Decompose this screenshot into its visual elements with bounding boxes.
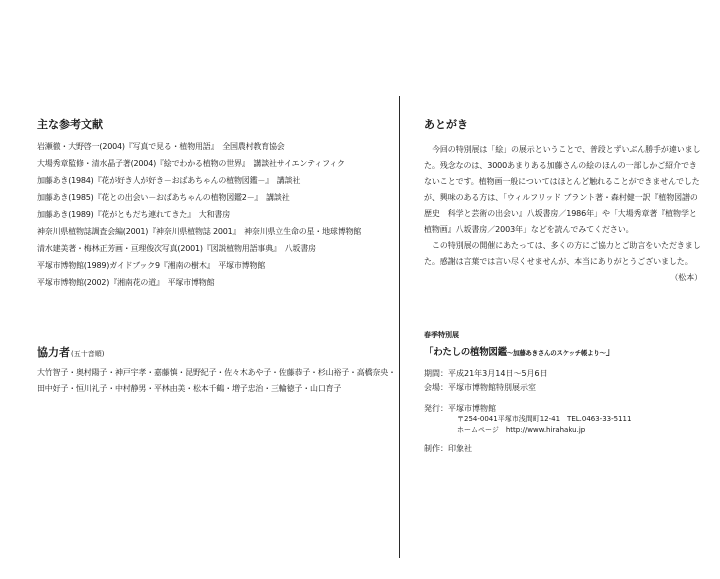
afterword-paragraph bbox=[424, 238, 702, 282]
references-list bbox=[37, 138, 392, 291]
collaborators-names bbox=[37, 365, 397, 397]
afterword-paragraph-text: この特別展の開催にあたっては、多くの方にご協力とご助言をいただきました。感謝は言葉では言い尽くせませんが、本当にありがとうございました。 bbox=[424, 241, 701, 266]
exhibition-title-close: 」 bbox=[605, 347, 615, 358]
exhibition-subtitle: ～加藤あきさんのスケッチ帳より～ bbox=[506, 349, 606, 357]
exhibition-info bbox=[424, 330, 704, 454]
reference-item: 大場秀章監修・清水晶子著(2004)『絵でわかる植物の世界』 講談社サイエンティフィク bbox=[37, 159, 345, 168]
exhibition-title bbox=[424, 344, 704, 358]
reference-item: 平塚市博物館(2002)『湘南花の道』 平塚市博物館 bbox=[37, 278, 215, 287]
references-section bbox=[37, 116, 392, 291]
afterword-title: あとがき bbox=[424, 118, 468, 131]
exhibition-label: 春季特別展 bbox=[424, 331, 459, 339]
reference-item: 平塚市博物館(1989)ガイドブック9『湘南の樹木』 平塚市博物館 bbox=[37, 261, 266, 270]
printer: 制作：印象社 bbox=[424, 444, 472, 453]
reference-item: 加藤あき(1985)『花との出会い－おばあちゃんの植物図鑑2－』 講談社 bbox=[37, 193, 290, 202]
reference-item: 神奈川県植物誌調査会編(2001)『神奈川県植物誌 2001』 神奈川県立生命の星・地球博物館 bbox=[37, 227, 362, 236]
reference-item: 加藤あき(1989)『花がともだち連れてきた』 大和書房 bbox=[37, 210, 230, 219]
collaborators-line: 田中好子・恒川礼子・中村静男・平林由美・松本千鶴・増子忠治・三輪徳子・山口育子 bbox=[37, 384, 342, 393]
publisher-block bbox=[424, 403, 704, 436]
collaborators-line: 大竹智子・奥村陽子・神戸宇孝・嘉藤慎・昆野紀子・佐々木あや子・佐藤恭子・杉山裕子・高橋奈央・ bbox=[37, 368, 396, 377]
reference-item: 清水建美著・梅林正芳画・亘理俊次写真(2001)『図説植物用語事典』 八坂書房 bbox=[37, 244, 316, 253]
collaborators-section bbox=[37, 344, 397, 397]
exhibition-venue: 会場：平塚市博物館特別展示室 bbox=[424, 383, 536, 392]
collaborators-title-text: 協力者 bbox=[37, 346, 70, 359]
afterword-signature: （松本） bbox=[670, 273, 702, 282]
afterword-section bbox=[424, 116, 702, 286]
reference-item: 岩瀬徹・大野啓一(2004)『写真で見る・植物用語』 全国農村教育協会 bbox=[37, 142, 285, 151]
exhibition-title-text: 「わたしの植物図鑑 bbox=[424, 347, 507, 358]
publisher-address: 〒254-0041平塚市浅間町12-41 TEL.0463-33-5111 bbox=[457, 415, 632, 423]
afterword-body bbox=[424, 142, 702, 282]
reference-item: 加藤あき(1984)『花が好き人が好き－おばあちゃんの植物図鑑－』 講談社 bbox=[37, 176, 301, 185]
exhibition-period: 期間：平成21年3月14日～5月6日 bbox=[424, 369, 548, 378]
publisher-homepage: ホームページ http://www.hirahaku.jp bbox=[457, 426, 586, 434]
exhibition-details bbox=[424, 367, 704, 395]
center-divider bbox=[399, 96, 400, 558]
references-title: 主な参考文献 bbox=[37, 118, 103, 131]
collaborators-order-note: (五十音順) bbox=[71, 350, 105, 358]
collaborators-title bbox=[37, 344, 397, 360]
afterword-paragraph: 今回の特別展は「絵」の展示ということで、普段とずいぶん勝手が違いました。残念なのは、3000あまりある加藤さんの絵のほんの一部しかご紹介できないことです。植物画一般についてはほとんど触れることができませんでしたが、興味のある方は、「ウィルフリッド ブラント著・森村健一訳『植物図譜の歴史 科学と芸術の出会い』八坂書房／1986年」や「大場秀章著『植物学と植物画』八坂書房／2003年」などを読んでみてください。 bbox=[424, 145, 701, 234]
publisher: 発行：平塚市博物館 bbox=[424, 404, 496, 413]
